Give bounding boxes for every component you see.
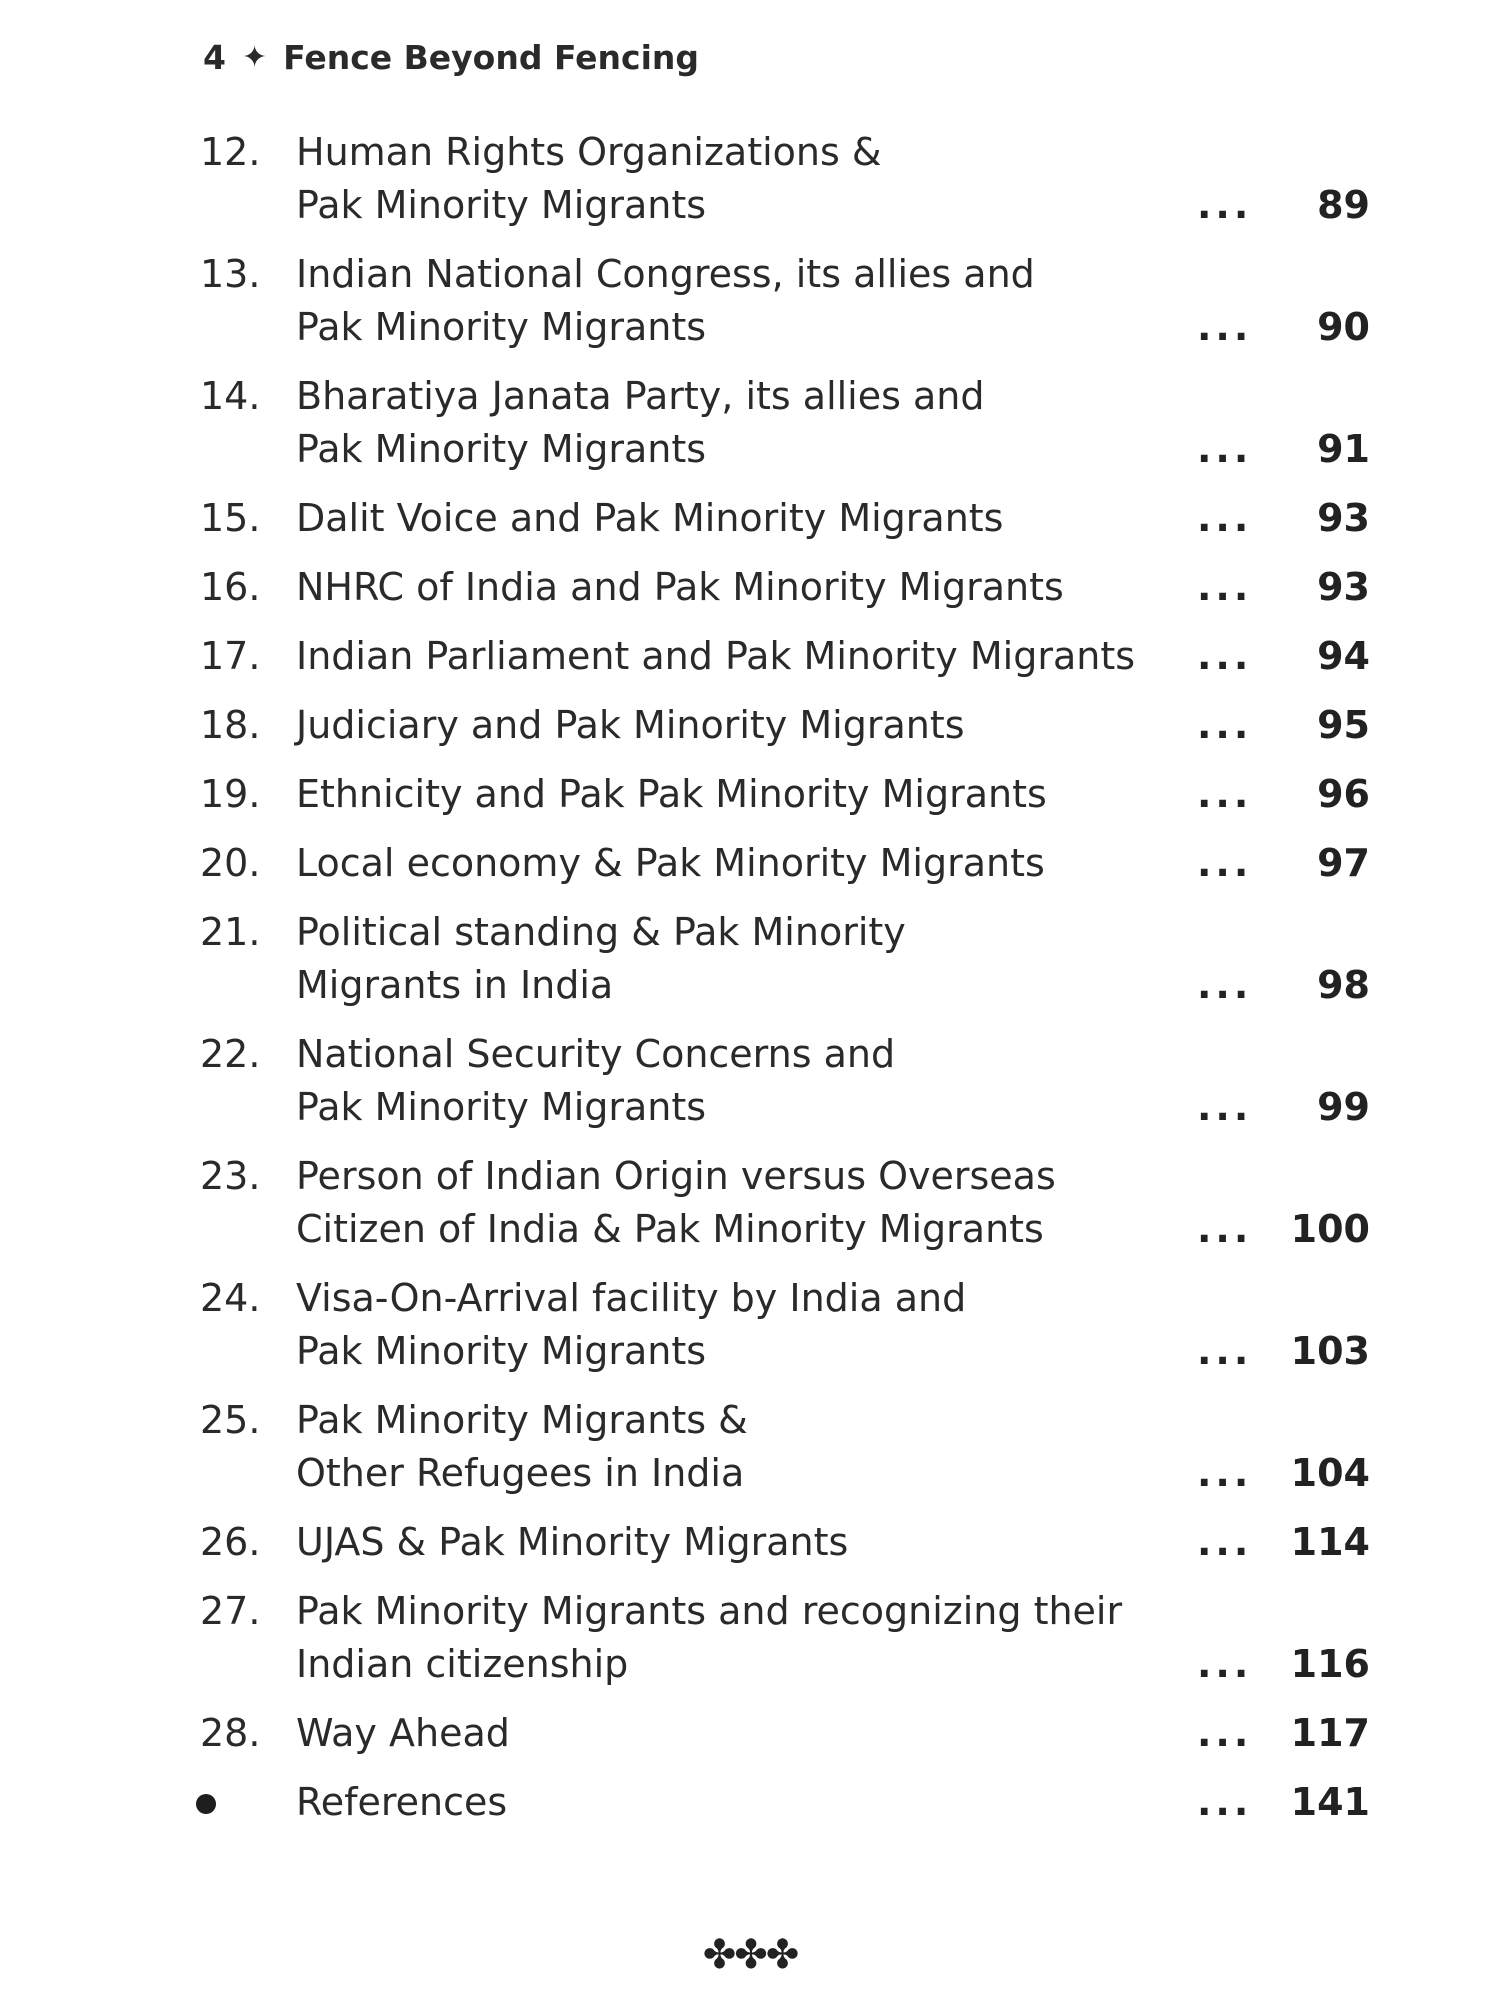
toc-entry-title-line: Indian citizenship (296, 1642, 629, 1686)
toc-page-number: 104 (1290, 1451, 1370, 1495)
toc-entry-title-line: Indian Parliament and Pak Minority Migrants (296, 634, 1136, 678)
toc-entry-title-line: Other Refugees in India (296, 1451, 745, 1495)
toc-page-number: 98 (1317, 963, 1370, 1007)
toc-entry-number: 24. (200, 1276, 261, 1320)
toc-entry-number: 18. (200, 703, 261, 747)
toc-leader-dots: ... (1197, 565, 1253, 609)
toc-leader-dots: ... (1197, 703, 1253, 747)
toc-page-number: 94 (1317, 634, 1370, 678)
toc-entry-number: 19. (200, 772, 261, 816)
toc-entry-number: 25. (200, 1398, 261, 1442)
toc-page-number: 93 (1317, 565, 1370, 609)
header-page-number: 4 (203, 38, 226, 77)
toc-page-number: 91 (1317, 427, 1370, 471)
toc-page-number: 93 (1317, 496, 1370, 540)
end-ornament-icon: ✤✤✤ (702, 1932, 798, 1978)
toc-entry-number: 23. (200, 1154, 261, 1198)
toc-entry-title-line: Political standing & Pak Minority (296, 910, 906, 954)
toc-leader-dots: ... (1197, 496, 1253, 540)
toc-leader-dots: ... (1197, 963, 1253, 1007)
toc-page-number: 89 (1317, 183, 1370, 227)
toc-page-number: 90 (1317, 305, 1370, 349)
toc-page-number: 97 (1317, 841, 1370, 885)
toc-page-number: 100 (1290, 1207, 1370, 1251)
toc-page-number: 96 (1317, 772, 1370, 816)
toc-entry-number: 13. (200, 252, 261, 296)
toc-entry-title-line: Pak Minority Migrants (296, 427, 707, 471)
toc-entry-title-line: Pak Minority Migrants & (296, 1398, 748, 1442)
toc-entry-title-line: Way Ahead (296, 1711, 510, 1755)
toc-leader-dots: ... (1197, 1711, 1253, 1755)
toc-entry-title-line: Visa-On-Arrival facility by India and (296, 1276, 967, 1320)
toc-leader-dots: ... (1197, 427, 1253, 471)
toc-entry-title-line: Bharatiya Janata Party, its allies and (296, 374, 985, 418)
toc-entry-number: 28. (200, 1711, 261, 1755)
toc-entry-title-line: Pak Minority Migrants (296, 183, 707, 227)
toc-leader-dots: ... (1197, 183, 1253, 227)
toc-page-number: 103 (1290, 1329, 1370, 1373)
toc-entry-title-line: Judiciary and Pak Minority Migrants (296, 703, 965, 747)
toc-entry-title-line: Pak Minority Migrants (296, 1329, 707, 1373)
toc-entry-title-line: UJAS & Pak Minority Migrants (296, 1520, 849, 1564)
toc-entry-number: 12. (200, 130, 261, 174)
toc-entry-number: 17. (200, 634, 261, 678)
toc-entry-title-line: National Security Concerns and (296, 1032, 896, 1076)
toc-entry-title-line: NHRC of India and Pak Minority Migrants (296, 565, 1064, 609)
toc-entry-title-line: Pak Minority Migrants (296, 305, 707, 349)
toc-entry-number: 26. (200, 1520, 261, 1564)
toc-leader-dots: ... (1197, 1780, 1253, 1824)
toc-leader-dots: ... (1197, 305, 1253, 349)
toc-page-number: 99 (1317, 1085, 1370, 1129)
toc-leader-dots: ... (1197, 634, 1253, 678)
bullet-icon (196, 1794, 216, 1814)
toc-leader-dots: ... (1197, 841, 1253, 885)
running-head (203, 38, 699, 77)
toc-page-number: 114 (1290, 1520, 1370, 1564)
toc-entry-number: 15. (200, 496, 261, 540)
toc-page-number: 141 (1290, 1780, 1370, 1824)
header-separator-icon: ✦ (241, 40, 268, 75)
toc-leader-dots: ... (1197, 1520, 1253, 1564)
toc-entry-title-line: Person of Indian Origin versus Overseas (296, 1154, 1056, 1198)
toc-entry-number: 22. (200, 1032, 261, 1076)
toc-entry-title-line: Human Rights Organizations & (296, 130, 882, 174)
toc-entry-title-line: Indian National Congress, its allies and (296, 252, 1035, 296)
toc-leader-dots: ... (1197, 772, 1253, 816)
toc-entry-number: 21. (200, 910, 261, 954)
toc-leader-dots: ... (1197, 1642, 1253, 1686)
toc-leader-dots: ... (1197, 1085, 1253, 1129)
toc-entry-title-line: Migrants in India (296, 963, 614, 1007)
toc-page-number: 95 (1317, 703, 1370, 747)
toc-leader-dots: ... (1197, 1207, 1253, 1251)
toc-leader-dots: ... (1197, 1329, 1253, 1373)
toc-entry-title-line: Pak Minority Migrants and recognizing their (296, 1589, 1123, 1633)
toc-entry-title-line: References (296, 1780, 508, 1824)
toc-entry-number: 20. (200, 841, 261, 885)
toc-leader-dots: ... (1197, 1451, 1253, 1495)
toc-entry-title-line: Citizen of India & Pak Minority Migrants (296, 1207, 1044, 1251)
toc-page-number: 117 (1290, 1711, 1370, 1755)
toc-entry-title-line: Local economy & Pak Minority Migrants (296, 841, 1045, 885)
toc-entry-title-line: Ethnicity and Pak Pak Minority Migrants (296, 772, 1047, 816)
toc-page-number: 116 (1290, 1642, 1370, 1686)
header-book-title: Fence Beyond Fencing (283, 38, 700, 77)
toc-entry-number: 27. (200, 1589, 261, 1633)
toc-entry-number: 16. (200, 565, 261, 609)
toc-entry-title-line: Dalit Voice and Pak Minority Migrants (296, 496, 1004, 540)
toc-entry-number: 14. (200, 374, 261, 418)
toc-entry-title-line: Pak Minority Migrants (296, 1085, 707, 1129)
